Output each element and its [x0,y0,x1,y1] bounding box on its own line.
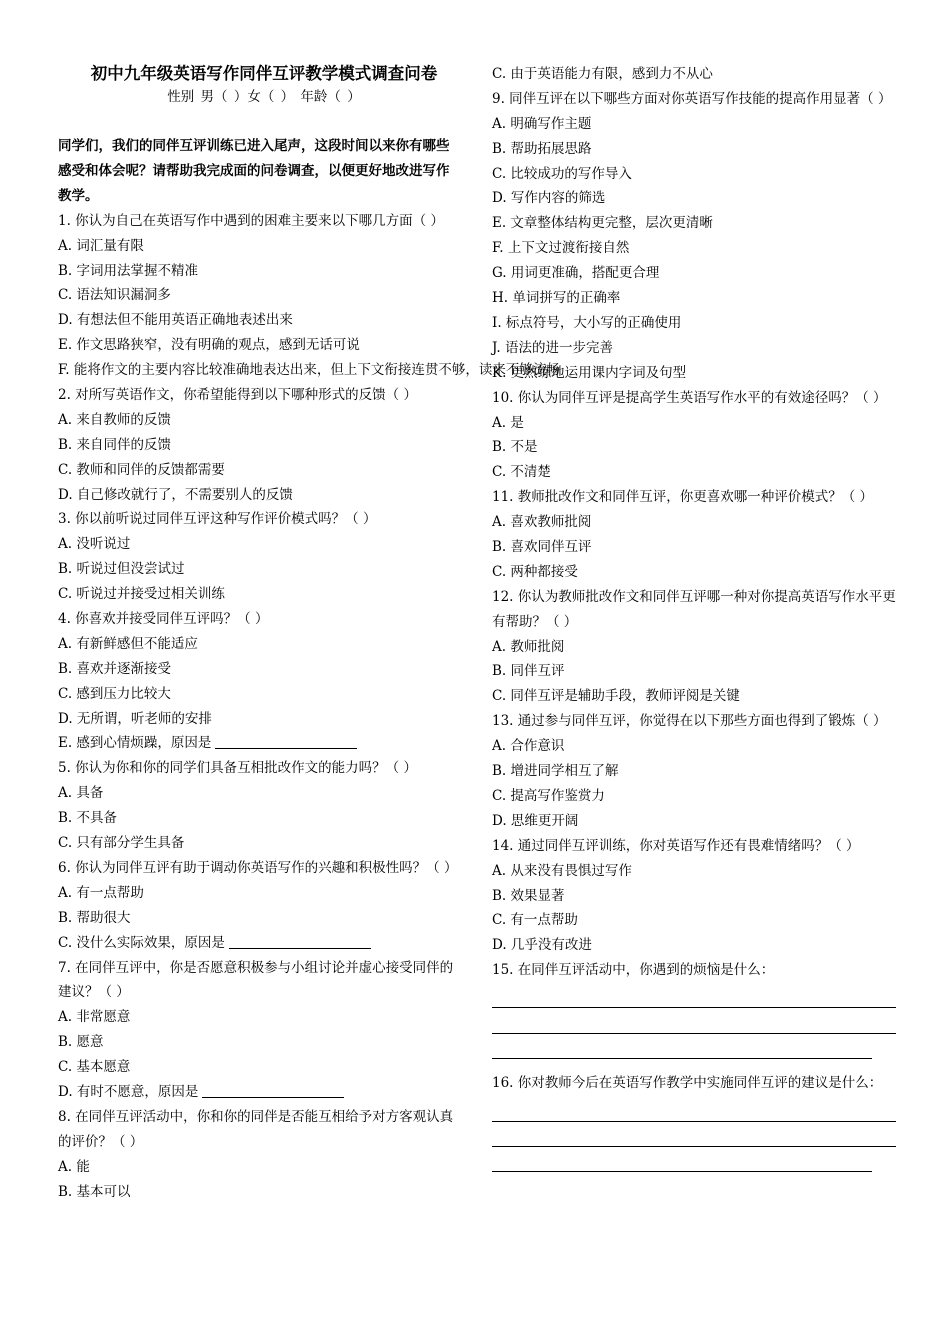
option-text [492,933,896,958]
option-text [58,458,462,483]
option-label: F. 能将作文的主要内容比较准确地表达出来，但上下文衔接连贯不够，读来不够流畅 [58,362,560,379]
option-text [492,908,896,933]
option-label: H. 单词拼写的正确率 [492,290,621,307]
option-text [492,62,896,87]
question-label: 5. 你认为你和你的同学们具备互相批改作文的能力吗？（ ） [58,760,417,777]
option-text [58,1080,462,1105]
question-text [58,856,462,881]
option-label: C. 教师和同伴的反馈都需要 [58,461,225,478]
answer-line[interactable] [492,983,896,1008]
option-text [492,137,896,162]
option-text [58,234,462,259]
option-text [58,781,462,806]
question-text [58,756,462,781]
reason-blank[interactable] [202,1083,344,1098]
option-label: A. 教师批阅 [492,638,565,655]
question-label: 13. 通过参与同伴互评，你觉得在以下那些方面也得到了锻炼（ ） [492,713,887,730]
option-text [492,684,896,709]
option-text [58,1155,462,1180]
option-text [58,433,462,458]
option-label: B. 帮助拓展思路 [492,140,592,157]
question-label: 11. 教师批改作文和同伴互评，你更喜欢哪一种评价模式？（ ） [492,489,874,506]
spacer [492,1059,896,1071]
option-text [492,236,896,261]
option-text [58,1180,462,1205]
question-text [492,709,896,734]
answer-line[interactable] [492,1147,872,1172]
option-text [492,435,896,460]
option-text [58,831,462,856]
question-label: 8. 在同伴互评活动中，你和你的同伴是否能互相给予对方客观认真的评价？（ ） [58,1108,454,1150]
option-label: I. 标点符号，大小写的正确使用 [492,314,682,331]
question-label: 2. 对所写英语作文，你希望能得到以下哪种形式的反馈（ ） [58,386,417,403]
question-label: 12. 你认为教师批改作文和同伴互评哪一种对你提高英语写作水平更有帮助？（ ） [492,588,896,630]
answer-line[interactable] [492,1008,896,1033]
option-label: D. 思维更开阔 [492,812,579,829]
option-label: E. 作文思路狭窄，没有明确的观点，感到无话可说 [58,337,360,354]
question-text [492,834,896,859]
option-label: A. 来自教师的反馈 [58,411,171,428]
option-text [58,657,462,682]
option-label: B. 效果显著 [492,887,565,904]
option-label: C. 由于英语能力有限，感到力不从心 [492,66,713,82]
question-text [492,87,896,112]
answer-line[interactable] [492,1034,872,1059]
option-label: D. 写作内容的筛选 [492,190,606,207]
option-text [58,682,462,707]
option-label: A. 明确写作主题 [492,115,592,132]
option-text [58,557,462,582]
reason-blank[interactable] [215,734,357,749]
option-text [58,1005,462,1030]
option-text [58,333,462,358]
option-label: B. 增进同学相互了解 [492,763,619,780]
option-label: A. 合作意识 [492,738,565,755]
right-column [492,62,896,1172]
answer-line[interactable] [492,1096,896,1121]
spacer [58,108,462,134]
option-text [492,635,896,660]
option-label: A. 词汇量有限 [58,237,144,254]
option-text [492,659,896,684]
option-text [58,532,462,557]
option-text [492,759,896,784]
option-label: E. 感到心情烦躁，原因是 [58,735,212,752]
option-label: A. 有新鲜感但不能适应 [58,635,198,652]
option-label: B. 不具备 [58,810,118,827]
option-label: D. 有时不愿意，原因是 [58,1084,199,1101]
option-label: A. 喜欢教师批阅 [492,514,592,531]
page-title: 初中九年级英语写作同伴互评教学模式调查问卷 [90,64,438,83]
option-text [492,535,896,560]
option-text [58,259,462,284]
option-label: E. 文章整体结构更完整，层次更清晰 [492,215,713,232]
option-label: C. 语法知识漏洞多 [58,287,171,304]
option-text [58,881,462,906]
question-text [58,383,462,408]
option-label: C. 有一点帮助 [492,912,578,929]
question-label: 7. 在同伴互评中，你是否愿意积极参与小组讨论并虚心接受同伴的建议？（ ） [58,959,454,1001]
option-text [58,408,462,433]
option-text [492,734,896,759]
option-label: C. 比较成功的写作导入 [492,165,632,182]
option-label: D. 有想法但不能用英语正确地表述出来 [58,312,293,329]
option-text [58,931,462,956]
option-text [492,361,896,386]
option-text [492,784,896,809]
option-label: J. 语法的进一步完善 [492,339,613,356]
question-label: 3. 你以前听说过同伴互评这种写作评价模式吗？（ ） [58,511,377,528]
option-label: B. 不是 [492,439,538,456]
gender-age-line: 性别 男（ ）女（ ） 年龄（ ） [167,89,361,105]
option-label: D. 无所谓，听老师的安排 [58,710,212,727]
question-text [58,956,462,1006]
option-label: A. 具备 [58,785,104,802]
option-label: C. 同伴互评是辅助手段，教师评阅是关键 [492,688,740,705]
question-label: 14. 通过同伴互评训练，你对英语写作还有畏难情绪吗？（ ） [492,837,860,854]
question-text [492,485,896,510]
option-label: C. 听说过并接受过相关训练 [58,586,225,603]
question-label: 4. 你喜欢并接受同伴互评吗？（ ） [58,611,269,628]
option-label: K. 更熟练地运用课内字词及句型 [492,364,687,381]
option-label: C. 只有部分学生具备 [58,835,185,852]
option-text [492,809,896,834]
option-label: B. 基本可以 [58,1183,131,1200]
question-label: 10. 你认为同伴互评是提高学生英语写作水平的有效途径吗？（ ） [492,389,887,406]
question-text [58,607,462,632]
option-label: C. 基本愿意 [58,1059,131,1076]
option-text [58,308,462,333]
option-text [58,1055,462,1080]
option-text [58,358,560,383]
option-text [492,510,896,535]
option-text [58,731,462,756]
option-label: B. 听说过但没尝试过 [58,561,185,578]
option-label: G. 用词更准确，搭配更合理 [492,265,660,282]
option-label: B. 同伴互评 [492,663,565,680]
option-label: D. 几乎没有改进 [492,937,592,954]
reason-blank[interactable] [229,934,371,949]
option-text [492,560,896,585]
option-text [492,859,896,884]
option-text [58,1030,462,1055]
option-text [492,884,896,909]
option-label: A. 非常愿意 [58,1009,131,1026]
option-text [58,483,462,508]
option-text [492,112,896,137]
option-text [58,806,462,831]
option-label: C. 提高写作鉴赏力 [492,787,605,804]
question-label: 6. 你认为同伴互评有助于调动你英语写作的兴趣和积极性吗？（ ） [58,859,458,876]
option-text [58,582,462,607]
option-label: B. 愿意 [58,1034,104,1051]
option-label: C. 两种都接受 [492,563,578,580]
option-label: C. 没什么实际效果，原因是 [58,934,225,951]
question-label: 15. 在同伴互评活动中，你遇到的烦恼是什么： [492,962,775,979]
option-label: A. 能 [58,1158,90,1175]
question-text [58,507,462,532]
option-text [492,460,896,485]
option-label: A. 从来没有畏惧过写作 [492,862,632,879]
question-text [58,209,462,234]
answer-line[interactable] [492,1122,896,1147]
option-text [492,311,896,336]
option-text [58,632,462,657]
option-label: C. 感到压力比较大 [58,685,171,702]
question-text [492,386,896,411]
option-text [492,186,896,211]
option-label: A. 是 [492,414,524,431]
option-label: B. 帮助很大 [58,909,131,926]
option-text [492,411,896,436]
question-label: 16. 你对教师今后在英语写作教学中实施同伴互评的建议是什么： [492,1075,883,1092]
right-question-list [492,62,896,1172]
option-label: B. 来自同伴的反馈 [58,436,172,453]
option-label: B. 喜欢同伴互评 [492,538,592,555]
option-label: B. 字词用法掌握不精准 [58,262,199,279]
question-text [492,958,896,983]
option-label: C. 不清楚 [492,464,551,481]
option-label: F. 上下文过渡衔接自然 [492,240,630,257]
option-text [492,261,896,286]
option-label: D. 自己修改就行了，不需要别人的反馈 [58,486,293,503]
option-text [58,283,462,308]
option-text [58,707,462,732]
question-text [58,1105,462,1155]
question-text [492,1071,896,1096]
option-label: A. 有一点帮助 [58,884,144,901]
option-text [58,906,462,931]
option-text [492,286,896,311]
question-label: 1. 你认为自己在英语写作中遇到的困难主要来以下哪几方面（ ） [58,212,444,229]
option-text [492,211,896,236]
question-text [492,585,896,635]
option-label: A. 没听说过 [58,536,131,553]
option-text [492,336,896,361]
option-text [492,162,896,187]
option-label: B. 喜欢并逐渐接受 [58,660,172,677]
intro-paragraph: 同学们，我们的同伴互评训练已进入尾声，这段时间以来你有哪些感受和体会呢？请帮助我完成面的问卷调查，以便更好地改进写作教学。 [58,138,450,204]
question-label: 9. 同伴互评在以下哪些方面对你英语写作技能的提高作用显著（ ） [492,90,892,107]
